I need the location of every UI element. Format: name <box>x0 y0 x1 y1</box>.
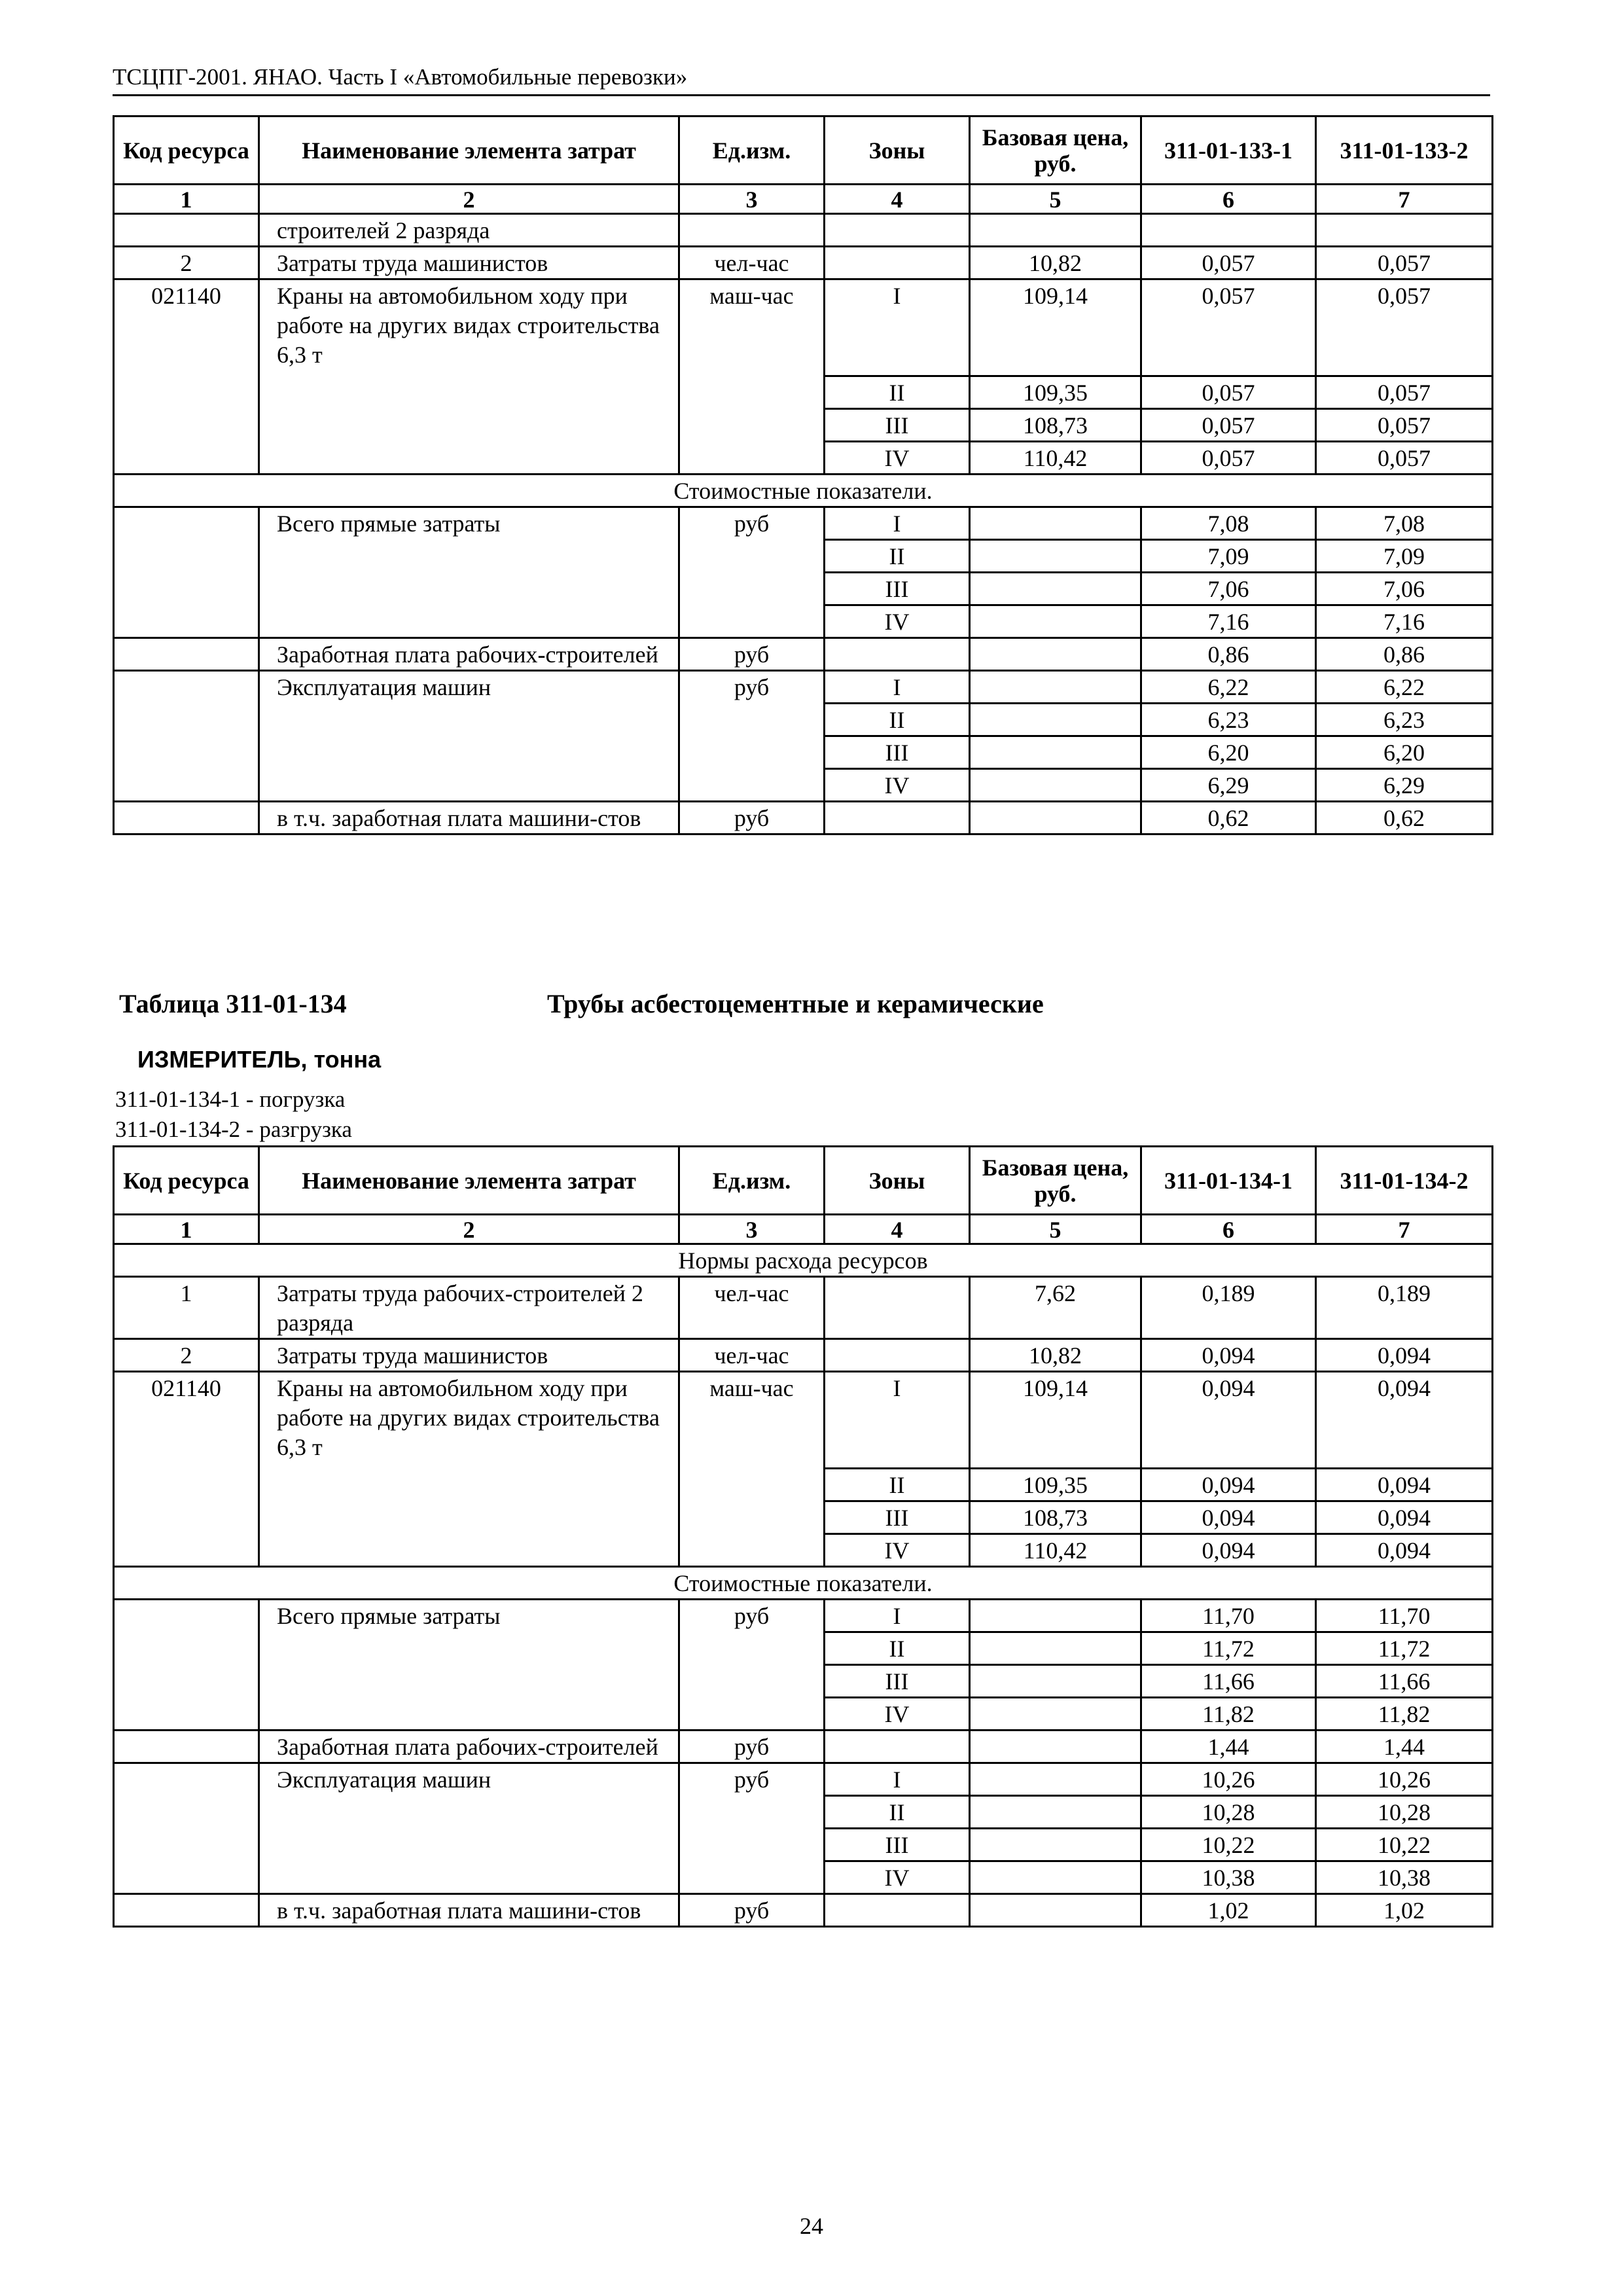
table-311-01-134 <box>113 1145 1493 1928</box>
norm-value: 0,094 <box>1316 1372 1493 1469</box>
table-header-row <box>114 1147 1493 1215</box>
table-row <box>114 1894 1493 1927</box>
cost-value: 10,26 <box>1316 1763 1493 1796</box>
cost-value: 7,09 <box>1316 540 1493 573</box>
zone: IV <box>825 769 970 802</box>
base-price: 109,35 <box>970 376 1141 409</box>
section-row <box>114 475 1493 507</box>
col-number: 3 <box>679 185 825 214</box>
norm-value: 0,057 <box>1316 247 1493 279</box>
col-header-code: Код ресурса <box>114 117 259 185</box>
zone: II <box>825 1632 970 1665</box>
norm-value: 0,057 <box>1141 279 1316 376</box>
resource-name: Краны на автомобильном ходу при работе на других видах строительства 6,3 т <box>259 1372 679 1567</box>
col-header-unit: Ед.изм. <box>679 1147 825 1215</box>
table-row <box>114 279 1493 376</box>
cost-value: 6,23 <box>1141 704 1316 736</box>
col-header-norm-1: 311-01-134-1 <box>1141 1147 1316 1215</box>
base-price: 110,42 <box>970 442 1141 475</box>
cost-unit: руб <box>679 802 825 834</box>
zone: IV <box>825 442 970 475</box>
cost-value: 7,16 <box>1316 605 1493 638</box>
col-number: 5 <box>970 1215 1141 1244</box>
zone: II <box>825 540 970 573</box>
norm-value: 0,189 <box>1316 1277 1493 1339</box>
cost-value: 6,23 <box>1316 704 1493 736</box>
col-header-unit: Ед.изм. <box>679 117 825 185</box>
table-label: Таблица 311-01-134 <box>119 989 347 1018</box>
column-number-row <box>114 1215 1493 1244</box>
zone: I <box>825 1600 970 1632</box>
zone: III <box>825 1665 970 1698</box>
cost-value: 7,16 <box>1141 605 1316 638</box>
norm-value: 0,057 <box>1316 279 1493 376</box>
zone: III <box>825 1501 970 1534</box>
cost-value: 6,29 <box>1141 769 1316 802</box>
zone: II <box>825 704 970 736</box>
zone: IV <box>825 1698 970 1731</box>
cost-unit: руб <box>679 1894 825 1927</box>
table-row <box>114 1763 1493 1796</box>
base-price: 7,62 <box>970 1277 1141 1339</box>
base-price: 109,14 <box>970 279 1141 376</box>
base-price: 109,35 <box>970 1469 1141 1501</box>
norm-value: 0,057 <box>1141 409 1316 442</box>
zone: I <box>825 279 970 376</box>
base-price: 10,82 <box>970 247 1141 279</box>
norm-value: 0,094 <box>1141 1534 1316 1567</box>
resource-unit: чел-час <box>679 247 825 279</box>
section-title: Нормы расхода ресурсов <box>114 1244 1493 1277</box>
cost-value: 0,62 <box>1316 802 1493 834</box>
col-header-price: Базовая цена, руб. <box>970 1147 1141 1215</box>
col-header-name: Наименование элемента затрат <box>259 1147 679 1215</box>
cost-value: 11,70 <box>1141 1600 1316 1632</box>
resource-name: Затраты труда машинистов <box>259 1339 679 1372</box>
resource-unit: чел-час <box>679 1277 825 1339</box>
cost-value: 10,38 <box>1141 1861 1316 1894</box>
norm-value: 0,057 <box>1141 442 1316 475</box>
table-row <box>114 802 1493 834</box>
table-row <box>114 1372 1493 1469</box>
cost-value: 11,72 <box>1141 1632 1316 1665</box>
col-header-norm-1: 311-01-133-1 <box>1141 117 1316 185</box>
norm-value: 0,094 <box>1316 1469 1493 1501</box>
table-name: Трубы асбестоцементные и керамические <box>547 989 1044 1018</box>
cost-value: 10,38 <box>1316 1861 1493 1894</box>
base-price: 10,82 <box>970 1339 1141 1372</box>
resource-unit: чел-час <box>679 1339 825 1372</box>
cost-unit: руб <box>679 1600 825 1731</box>
cost-name: Эксплуатация машин <box>259 671 679 802</box>
zone: I <box>825 1763 970 1796</box>
table-row <box>114 507 1493 540</box>
col-header-norm-2: 311-01-134-2 <box>1316 1147 1493 1215</box>
cost-name: Заработная плата рабочих-строителей <box>259 638 679 671</box>
section-row <box>114 1244 1493 1277</box>
cost-name: Всего прямые затраты <box>259 1600 679 1731</box>
cost-unit: руб <box>679 1763 825 1894</box>
resource-code: 021140 <box>114 279 259 475</box>
cost-value: 1,44 <box>1316 1731 1493 1763</box>
cost-value: 0,86 <box>1141 638 1316 671</box>
cost-value: 11,70 <box>1316 1600 1493 1632</box>
cost-value: 7,06 <box>1141 573 1316 605</box>
cost-value: 10,22 <box>1316 1829 1493 1861</box>
measure-unit: ИЗМЕРИТЕЛЬ, тонна <box>137 1046 382 1073</box>
col-header-code: Код ресурса <box>114 1147 259 1215</box>
resource-name: строителей 2 разряда <box>259 214 679 247</box>
col-number: 4 <box>825 185 970 214</box>
norm-value: 0,094 <box>1141 1469 1316 1501</box>
col-number: 6 <box>1141 1215 1316 1244</box>
variant-line: 311-01-134-1 - погрузка <box>115 1086 346 1112</box>
cost-value: 7,09 <box>1141 540 1316 573</box>
running-title: ТСЦПГ-2001. ЯНАО. Часть I «Автомобильные перевозки» <box>113 63 1490 96</box>
norm-value: 0,094 <box>1316 1339 1493 1372</box>
zone: IV <box>825 1861 970 1894</box>
table-row <box>114 247 1493 279</box>
col-number: 2 <box>259 1215 679 1244</box>
base-price: 108,73 <box>970 409 1141 442</box>
cost-value: 6,20 <box>1316 736 1493 769</box>
table-row <box>114 214 1493 247</box>
cost-value: 11,66 <box>1316 1665 1493 1698</box>
resource-unit: маш-час <box>679 279 825 475</box>
base-price: 109,14 <box>970 1372 1141 1469</box>
norm-value: 0,057 <box>1141 376 1316 409</box>
table-row <box>114 638 1493 671</box>
resource-code: 2 <box>114 1339 259 1372</box>
cost-value: 10,22 <box>1141 1829 1316 1861</box>
zone: I <box>825 671 970 704</box>
cost-value: 10,28 <box>1316 1796 1493 1829</box>
cost-unit: руб <box>679 638 825 671</box>
table-row <box>114 1339 1493 1372</box>
norm-value: 0,094 <box>1141 1339 1316 1372</box>
norm-value: 0,094 <box>1141 1501 1316 1534</box>
zone: IV <box>825 605 970 638</box>
cost-value: 7,06 <box>1316 573 1493 605</box>
col-number: 7 <box>1316 185 1493 214</box>
norm-value: 0,094 <box>1316 1501 1493 1534</box>
col-header-price: Базовая цена, руб. <box>970 117 1141 185</box>
resource-code: 2 <box>114 247 259 279</box>
norm-value: 0,057 <box>1316 376 1493 409</box>
table-header-row <box>114 117 1493 185</box>
cost-value: 1,44 <box>1141 1731 1316 1763</box>
cost-unit: руб <box>679 507 825 638</box>
zone: III <box>825 736 970 769</box>
table-row <box>114 671 1493 704</box>
cost-unit: руб <box>679 671 825 802</box>
cost-unit: руб <box>679 1731 825 1763</box>
table-row <box>114 1600 1493 1632</box>
col-header-name: Наименование элемента затрат <box>259 117 679 185</box>
zone: II <box>825 1796 970 1829</box>
base-price: 110,42 <box>970 1534 1141 1567</box>
section-row <box>114 1567 1493 1600</box>
cost-value: 11,82 <box>1316 1698 1493 1731</box>
col-number: 2 <box>259 185 679 214</box>
cost-value: 6,22 <box>1141 671 1316 704</box>
column-number-row <box>114 185 1493 214</box>
resource-name: Краны на автомобильном ходу при работе на других видах строительства 6,3 т <box>259 279 679 475</box>
zone: III <box>825 1829 970 1861</box>
zone: I <box>825 507 970 540</box>
cost-name: Заработная плата рабочих-строителей <box>259 1731 679 1763</box>
cost-value: 10,26 <box>1141 1763 1316 1796</box>
cost-value: 7,08 <box>1316 507 1493 540</box>
cost-name: Эксплуатация машин <box>259 1763 679 1894</box>
cost-value: 10,28 <box>1141 1796 1316 1829</box>
col-header-zones: Зоны <box>825 1147 970 1215</box>
cost-name: в т.ч. заработная плата машини-стов <box>259 802 679 834</box>
table-311-01-133 <box>113 115 1493 835</box>
norm-value: 0,057 <box>1316 409 1493 442</box>
resource-name: Затраты труда машинистов <box>259 247 679 279</box>
section-title: Стоимостные показатели. <box>114 475 1493 507</box>
norm-value: 0,057 <box>1141 247 1316 279</box>
col-header-zones: Зоны <box>825 117 970 185</box>
cost-value: 7,08 <box>1141 507 1316 540</box>
norm-value: 0,094 <box>1141 1372 1316 1469</box>
zone: IV <box>825 1534 970 1567</box>
zone: III <box>825 573 970 605</box>
section-title: Стоимостные показатели. <box>114 1567 1493 1600</box>
norm-value: 0,057 <box>1316 442 1493 475</box>
zone: I <box>825 1372 970 1469</box>
table-row <box>114 1731 1493 1763</box>
cost-value: 11,82 <box>1141 1698 1316 1731</box>
cost-value: 1,02 <box>1316 1894 1493 1927</box>
col-number: 7 <box>1316 1215 1493 1244</box>
cost-value: 6,22 <box>1316 671 1493 704</box>
resource-unit: маш-час <box>679 1372 825 1567</box>
resource-code: 021140 <box>114 1372 259 1567</box>
page-number: 24 <box>800 2213 823 2239</box>
col-number: 3 <box>679 1215 825 1244</box>
cost-name: Всего прямые затраты <box>259 507 679 638</box>
zone: II <box>825 1469 970 1501</box>
col-number: 1 <box>114 1215 259 1244</box>
cost-value: 0,62 <box>1141 802 1316 834</box>
cost-value: 11,72 <box>1316 1632 1493 1665</box>
zone: III <box>825 409 970 442</box>
variant-line: 311-01-134-2 - разгрузка <box>115 1117 352 1142</box>
base-price: 108,73 <box>970 1501 1141 1534</box>
table-row <box>114 1277 1493 1339</box>
col-header-norm-2: 311-01-133-2 <box>1316 117 1493 185</box>
cost-value: 6,20 <box>1141 736 1316 769</box>
col-number: 6 <box>1141 185 1316 214</box>
norm-value: 0,189 <box>1141 1277 1316 1339</box>
cost-value: 1,02 <box>1141 1894 1316 1927</box>
cost-value: 0,86 <box>1316 638 1493 671</box>
col-number: 4 <box>825 1215 970 1244</box>
norm-value: 0,094 <box>1316 1534 1493 1567</box>
resource-name: Затраты труда рабочих-строителей 2 разряда <box>259 1277 679 1339</box>
col-number: 1 <box>114 185 259 214</box>
zone: II <box>825 376 970 409</box>
col-number: 5 <box>970 185 1141 214</box>
cost-value: 11,66 <box>1141 1665 1316 1698</box>
cost-value: 6,29 <box>1316 769 1493 802</box>
cost-name: в т.ч. заработная плата машини-стов <box>259 1894 679 1927</box>
resource-code: 1 <box>114 1277 259 1339</box>
